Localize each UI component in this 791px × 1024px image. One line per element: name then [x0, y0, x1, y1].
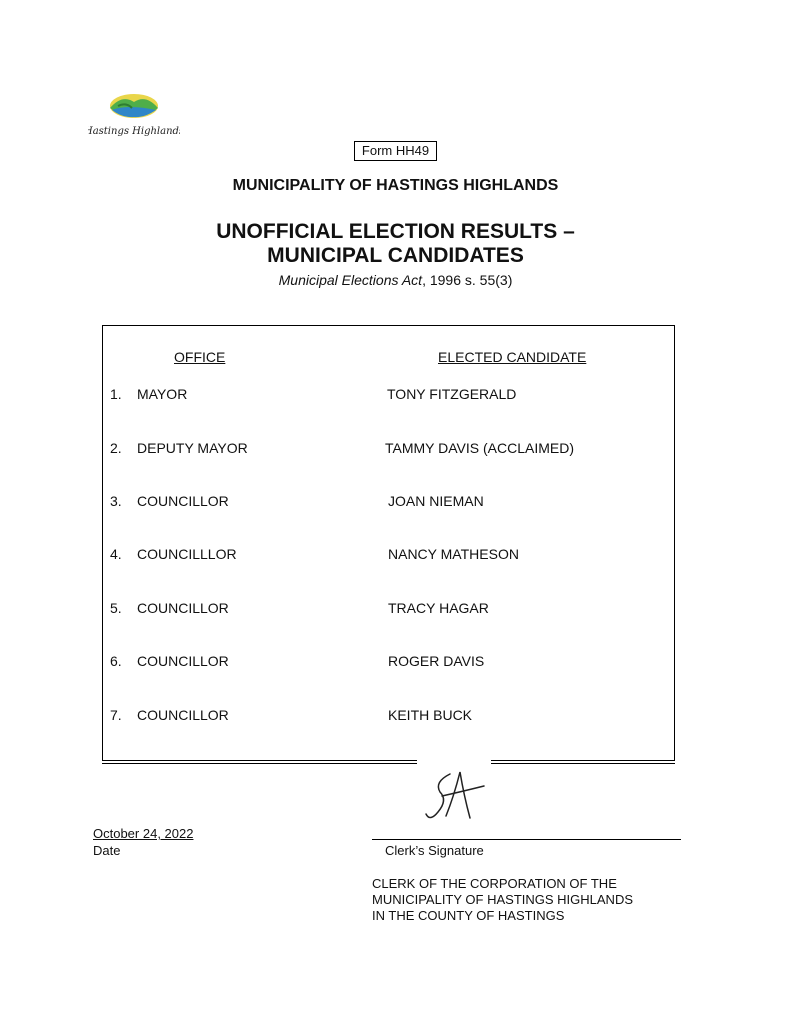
- title-line-2: MUNICIPAL CANDIDATES: [267, 244, 524, 267]
- row-candidate: TONY FITZGERALD: [387, 386, 517, 402]
- clerk-title-line-3: IN THE COUNTY OF HASTINGS: [372, 908, 565, 923]
- municipality-logo: [88, 92, 180, 142]
- row-number: 4.: [110, 546, 122, 562]
- row-office: COUNCILLOR: [137, 493, 229, 509]
- row-number: 1.: [110, 386, 122, 402]
- row-office: DEPUTY MAYOR: [137, 440, 248, 456]
- row-candidate: TRACY HAGAR: [388, 600, 489, 616]
- row-number: 2.: [110, 440, 122, 456]
- row-number: 5.: [110, 600, 122, 616]
- row-candidate: KEITH BUCK: [388, 707, 473, 723]
- row-number: 6.: [110, 653, 122, 669]
- row-office: MAYOR: [137, 386, 188, 402]
- column-header-candidate: ELECTED CANDIDATE: [438, 349, 587, 365]
- row-office: COUNCILLOR: [137, 653, 229, 669]
- logo-graphic: [88, 92, 180, 142]
- row-office: COUNCILLOR: [137, 707, 229, 723]
- signature-line: [372, 839, 681, 840]
- act-reference: [0, 272, 791, 288]
- municipality-heading: MUNICIPALITY OF HASTINGS HIGHLANDS: [232, 177, 559, 194]
- date-label: Date: [93, 843, 121, 858]
- act-name: Municipal Elections Act: [278, 272, 423, 288]
- act-section: , 1996 s. 55(3): [422, 272, 513, 288]
- handwritten-signature: [420, 766, 490, 828]
- logo-lettering: Hastings Highlands: [88, 126, 180, 137]
- clerk-title-line-1: CLERK OF THE CORPORATION OF THE: [372, 876, 617, 891]
- column-header-office: OFFICE: [174, 349, 226, 365]
- clerk-signature-label: Clerk’s Signature: [385, 843, 484, 858]
- row-office: COUNCILLOR: [137, 600, 229, 616]
- row-candidate: ROGER DAVIS: [388, 653, 485, 669]
- title-line-1: UNOFFICIAL ELECTION RESULTS –: [216, 220, 575, 243]
- clerk-title-block: [372, 876, 633, 924]
- row-candidate: NANCY MATHESON: [388, 546, 519, 562]
- row-candidate: TAMMY DAVIS (ACCLAIMED): [385, 440, 575, 456]
- row-office: COUNCILLLOR: [137, 546, 237, 562]
- form-number: Form HH49: [354, 141, 437, 161]
- row-candidate: JOAN NIEMAN: [388, 493, 484, 509]
- row-number: 7.: [110, 707, 122, 723]
- document-title: [0, 220, 791, 268]
- row-number: 3.: [110, 493, 122, 509]
- results-table-bottom-rule: [102, 763, 675, 764]
- clerk-title-line-2: MUNICIPALITY OF HASTINGS HIGHLANDS: [372, 892, 634, 907]
- election-date: October 24, 2022: [93, 826, 194, 841]
